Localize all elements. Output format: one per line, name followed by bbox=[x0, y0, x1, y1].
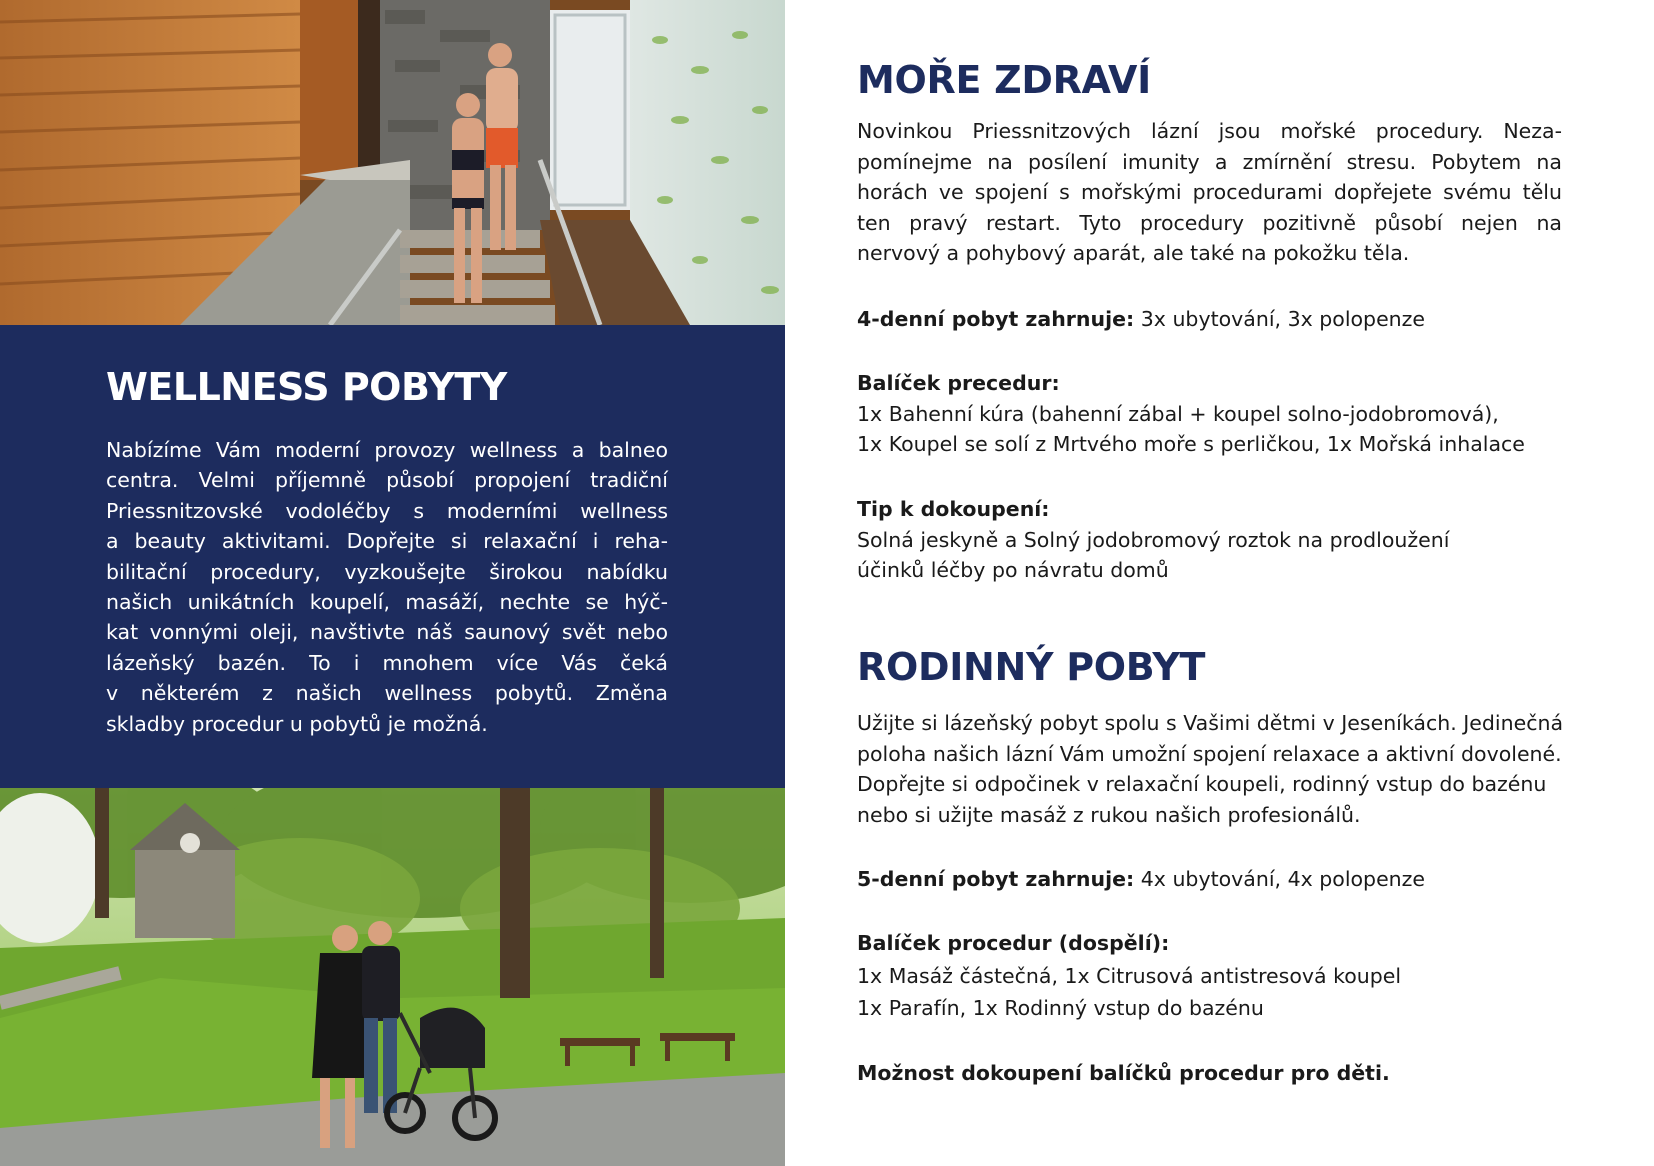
more-zdravi-intro bbox=[857, 116, 1562, 269]
wellness-line: centra. Velmi příjemně působí propojení tradiční bbox=[106, 468, 668, 493]
more-zdravi-tip bbox=[857, 494, 1562, 586]
intro-line: nebo si užijte masáž z rukou našich profesionálů. bbox=[857, 802, 1361, 827]
spa-interior-photo bbox=[0, 0, 785, 325]
package-line: 1x Masáž částečná, 1x Citrusová antistresová koupel bbox=[857, 963, 1402, 988]
stay-label: 5-denní pobyt zahrnuje: bbox=[857, 867, 1135, 891]
package-label: Balíček procedur (dospělí): bbox=[857, 931, 1170, 955]
rodinny-pobyt-stay bbox=[857, 864, 1562, 895]
wellness-line: našich unikátních koupelí, masáží, nechte se hýč- bbox=[106, 590, 668, 615]
tip-line: Solná jeskyně a Solný jodobromový roztok na prodloužení bbox=[857, 527, 1450, 552]
intro-line: nervový a pohybový aparát, ale také na pokožku těla. bbox=[857, 241, 1410, 265]
intro-line: horách ve spojení s mořskými procedurami dopřejete svému tělu bbox=[857, 180, 1562, 204]
wellness-line: Priessnitzovské vodoléčby s moderními wellness bbox=[106, 498, 668, 523]
intro-line: ten pravý restart. Tyto procedury pozitivně působí nejen na bbox=[857, 210, 1562, 235]
intro-line: poloha našich lázní Vám umožní spojení relaxace a aktivní dovolené. bbox=[857, 741, 1562, 766]
note-text: Možnost dokoupení balíčků procedur pro děti. bbox=[857, 1061, 1390, 1085]
right-column bbox=[857, 0, 1577, 1166]
intro-line: Užijte si lázeňský pobyt spolu s Vašimi dětmi v Jeseníkách. Jedinečná bbox=[857, 711, 1564, 735]
more-zdravi-title: MOŘE ZDRAVÍ bbox=[857, 58, 1152, 102]
rodinny-pobyt-note bbox=[857, 1058, 1562, 1089]
intro-line: Dopřejte si odpočinek v relaxační koupeli, rodinný vstup do bazénu bbox=[857, 772, 1547, 796]
package-line: 1x Parafín, 1x Rodinný vstup do bazénu bbox=[857, 996, 1264, 1020]
stay-value: 3x ubytování, 3x polopenze bbox=[1134, 307, 1426, 331]
more-zdravi-package bbox=[857, 368, 1562, 460]
wellness-panel bbox=[0, 325, 785, 788]
wellness-line: skladby procedur u pobytů je možná. bbox=[106, 711, 488, 736]
wellness-title: WELLNESS POBYTY bbox=[106, 365, 507, 409]
stay-label: 4-denní pobyt zahrnuje: bbox=[857, 307, 1135, 331]
tip-line: účinků léčby po návratu domů bbox=[857, 558, 1169, 582]
more-zdravi-stay bbox=[857, 304, 1562, 335]
intro-line: pomínejme na posílení imunity a zmírnění stresu. Pobytem na bbox=[857, 149, 1562, 174]
wellness-line: a beauty aktivitami. Dopřejte si relaxační i reha- bbox=[106, 529, 668, 554]
wellness-line: v některém z našich wellness pobytů. Změna bbox=[106, 681, 668, 706]
stay-value: 4x ubytování, 4x polopenze bbox=[1134, 867, 1426, 891]
package-label: Balíček precedur: bbox=[857, 371, 1060, 395]
package-line: 1x Koupel se solí z Mrtvého moře s perličkou, 1x Mořská inhalace bbox=[857, 432, 1525, 456]
rodinny-pobyt-package bbox=[857, 928, 1562, 1024]
wellness-description bbox=[106, 435, 668, 739]
rodinny-pobyt-title: RODINNÝ POBYT bbox=[857, 645, 1206, 689]
left-column bbox=[0, 0, 785, 1166]
package-line: 1x Bahenní kúra (bahenní zábal + koupel solno-jodobromová), bbox=[857, 401, 1499, 426]
wellness-line: lázeňský bazén. To i mnohem více Vás čeká bbox=[106, 650, 668, 675]
wellness-line: Nabízíme Vám moderní provozy wellness a balneo bbox=[106, 438, 668, 462]
wellness-line: bilitační procedury, vyzkoušejte širokou nabídku bbox=[106, 559, 668, 584]
intro-line: Novinkou Priessnitzových lázní jsou mořské procedury. Neza- bbox=[857, 119, 1562, 143]
wellness-line: kat vonnými oleji, navštivte náš saunový svět nebo bbox=[106, 620, 668, 645]
tip-label: Tip k dokoupení: bbox=[857, 497, 1050, 521]
park-family-photo bbox=[0, 788, 785, 1166]
rodinny-pobyt-intro bbox=[857, 708, 1577, 830]
